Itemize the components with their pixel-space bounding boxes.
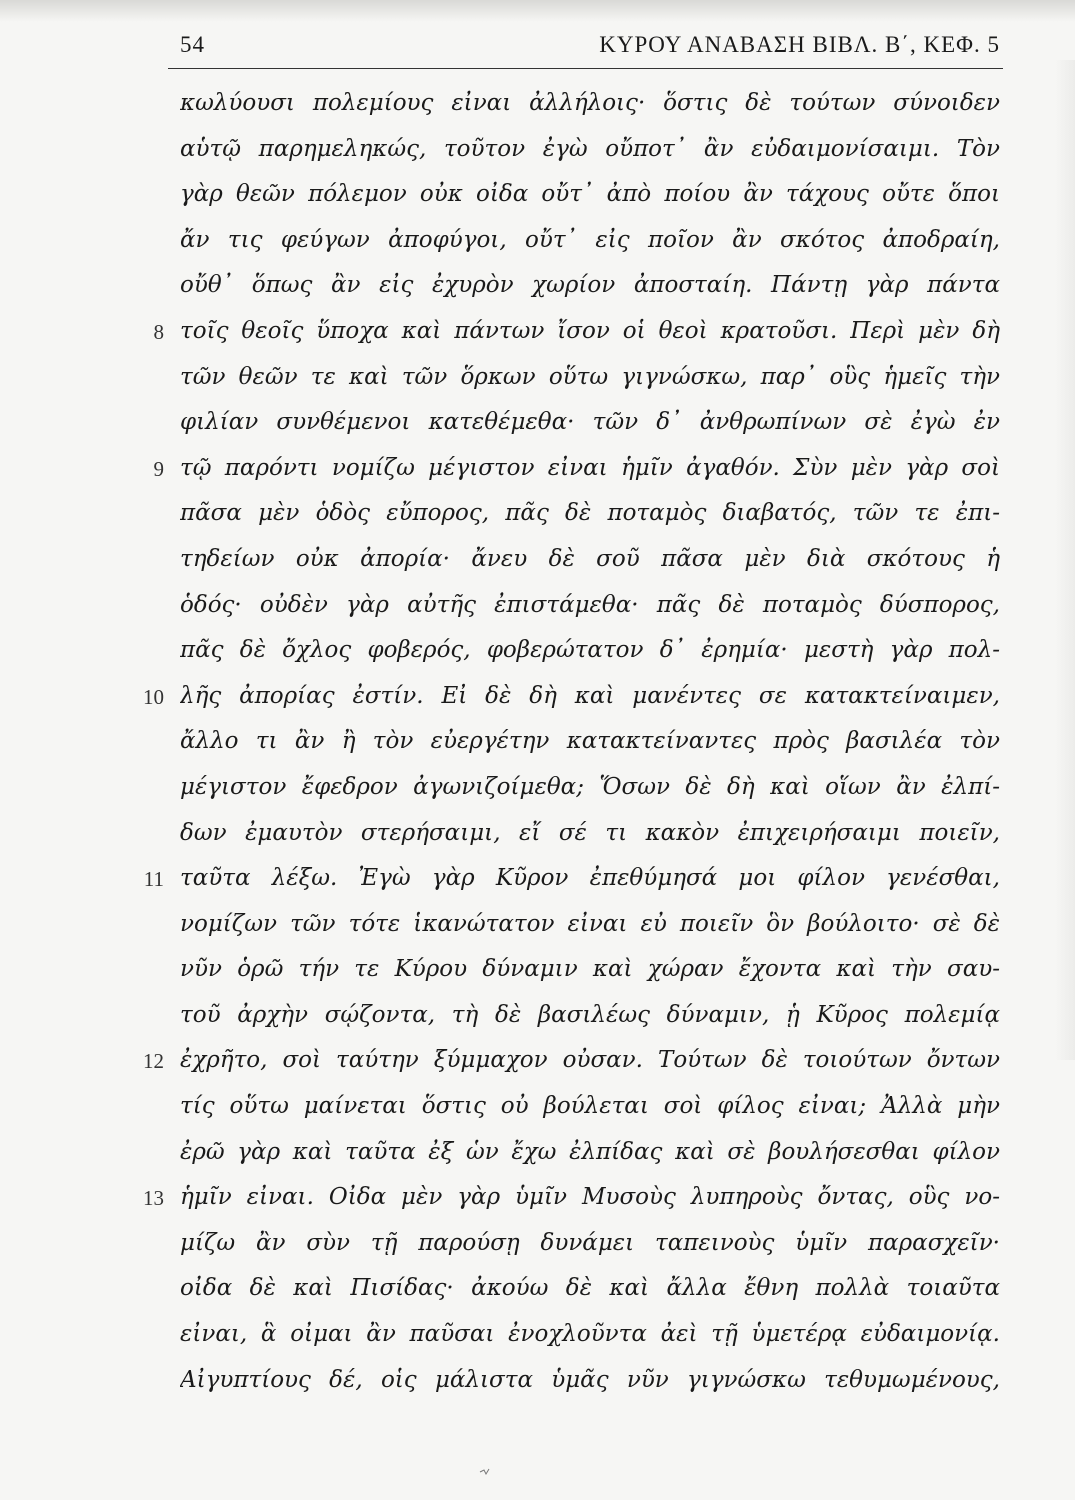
- header-rule: [168, 68, 1003, 69]
- text-line: [0, 314, 1075, 360]
- text-line: [0, 679, 1075, 725]
- text-line: [0, 1317, 1075, 1363]
- greek-text-block: [0, 86, 1075, 1408]
- text-line: [0, 1180, 1075, 1226]
- section-number: 10: [143, 684, 164, 709]
- text-line: [0, 542, 1075, 588]
- line-text: τοῦ ἀρχὴν σῴζοντα, τὴ δὲ βασιλέως δύναμιν, ᾗ Κῦρος πολεμίᾳ: [180, 1001, 1000, 1028]
- text-line: [0, 405, 1075, 451]
- line-text: πᾶς δὲ ὄχλος φοβερός, φοβερώτατον δ᾽ ἐρημία· μεστὴ γὰρ πολ-: [180, 637, 1000, 664]
- text-line: [0, 770, 1075, 816]
- line-text: τίς οὕτω μαίνεται ὅστις οὐ βούλεται σοὶ φίλος εἶναι; Ἀλλὰ μὴν: [180, 1093, 1000, 1120]
- line-text: τηδείων οὐκ ἀπορία· ἄνευ δὲ σοῦ πᾶσα μὲν διὰ σκότους ἡ: [180, 545, 1000, 572]
- paper-speck: [476, 1462, 494, 1480]
- line-text: Αἰγυπτίους δέ, οἷς μάλιστα ὑμᾶς νῦν γιγνώσκω τεθυμωμένους,: [180, 1366, 1000, 1393]
- line-text: ταῦτα λέξω. Ἐγὼ γὰρ Κῦρον ἐπεθύμησά μοι φίλον γενέσθαι,: [180, 865, 1000, 892]
- line-text: οὔθ᾽ ὅπως ἂν εἰς ἐχυρὸν χωρίον ἀποσταίη. Πάντῃ γὰρ πάντα: [180, 272, 1000, 299]
- text-line: [0, 1363, 1075, 1409]
- line-text: τῶν θεῶν τε καὶ τῶν ὅρκων οὕτω γιγνώσκω, παρ᾽ οὓς ἡμεῖς τὴν: [180, 363, 1000, 390]
- line-text: ἡμῖν εἶναι. Οἶδα μὲν γὰρ ὑμῖν Μυσοὺς λυπηροὺς ὄντας, οὓς νο-: [180, 1184, 1000, 1211]
- line-text: νῦν ὁρῶ τήν τε Κύρου δύναμιν καὶ χώραν ἔχοντα καὶ τὴν σαυ-: [180, 956, 1000, 983]
- text-line: [0, 816, 1075, 862]
- text-line: [0, 724, 1075, 770]
- text-line: [0, 86, 1075, 132]
- text-line: [0, 132, 1075, 178]
- line-text: ἐρῶ γὰρ καὶ ταῦτα ἐξ ὧν ἔχω ἐλπίδας καὶ σὲ βουλήσεσθαι φίλον: [180, 1138, 1000, 1165]
- line-text: νομίζων τῶν τότε ἱκανώτατον εἶναι εὖ ποιεῖν ὃν βούλοιτο· σὲ δὲ: [180, 910, 1000, 937]
- line-text: αὑτῷ παρημεληκώς, τοῦτον ἐγὼ οὔποτ᾽ ἂν εὐδαιμονίσαιμι. Τὸν: [180, 135, 1000, 162]
- text-line: [0, 268, 1075, 314]
- text-line: [0, 588, 1075, 634]
- text-line: [0, 177, 1075, 223]
- line-text: πᾶσα μὲν ὁδὸς εὔπορος, πᾶς δὲ ποταμὸς διαβατός, τῶν τε ἐπι-: [180, 500, 1000, 527]
- text-line: [0, 360, 1075, 406]
- page-edge-shadow: [0, 0, 1075, 22]
- line-text: τοῖς θεοῖς ὕποχα καὶ πάντων ἴσον οἱ θεοὶ κρατοῦσι. Περὶ μὲν δὴ: [180, 317, 1000, 344]
- line-text: ἄλλο τι ἂν ἢ τὸν εὐεργέτην κατακτείναντες πρὸς βασιλέα τὸν: [180, 728, 1000, 755]
- section-number: 8: [153, 319, 164, 344]
- line-text: γὰρ θεῶν πόλεμον οὐκ οἶδα οὔτ᾽ ἀπὸ ποίου ἂν τάχους οὔτε ὅποι: [180, 181, 1000, 208]
- running-title: ΚΥΡΟΥ ΑΝΑΒΑΣΗ ΒΙΒΛ. Β΄, ΚΕΦ. 5: [599, 32, 1000, 57]
- line-text: ὁδός· οὐδὲν γὰρ αὐτῆς ἐπιστάμεθα· πᾶς δὲ ποταμὸς δύσπορος,: [180, 591, 1000, 618]
- section-number: 12: [143, 1049, 164, 1074]
- line-text: τῷ παρόντι νομίζω μέγιστον εἶναι ἡμῖν ἀγαθόν. Σὺν μὲν γὰρ σοὶ: [180, 454, 1000, 481]
- line-text: οἶδα δὲ καὶ Πισίδας· ἀκούω δὲ καὶ ἄλλα ἔθνη πολλὰ τοιαῦτα: [180, 1275, 1000, 1302]
- line-text: ἄν τις φεύγων ἀποφύγοι, οὔτ᾽ εἰς ποῖον ἂν σκότος ἀποδραίη,: [180, 226, 1000, 253]
- line-text: φιλίαν συνθέμενοι κατεθέμεθα· τῶν δ᾽ ἀνθρωπίνων σὲ ἐγὼ ἐν: [180, 409, 1000, 436]
- text-line: [0, 1135, 1075, 1181]
- text-line: [0, 1271, 1075, 1317]
- line-text: ἐχρῆτο, σοὶ ταύτην ξύμμαχον οὖσαν. Τούτων δὲ τοιούτων ὄντων: [180, 1047, 1000, 1074]
- text-line: [0, 998, 1075, 1044]
- text-line: [0, 223, 1075, 269]
- running-header: [180, 32, 1000, 62]
- text-line: [0, 861, 1075, 907]
- text-line: [0, 907, 1075, 953]
- text-line: [0, 633, 1075, 679]
- line-text: εἶναι, ἃ οἶμαι ἂν παῦσαι ἐνοχλοῦντα ἀεὶ τῇ ὑμετέρᾳ εὐδαιμονίᾳ.: [180, 1321, 1000, 1348]
- text-line: [0, 451, 1075, 497]
- line-text: κωλύουσι πολεμίους εἶναι ἀλλήλοις· ὅστις δὲ τούτων σύνοιδεν: [180, 90, 1000, 116]
- line-text: μίζω ἂν σὺν τῇ παρούσῃ δυνάμει ταπεινοὺς ὑμῖν παρασχεῖν·: [180, 1229, 1000, 1256]
- text-line: [0, 1226, 1075, 1272]
- text-line: [0, 1089, 1075, 1135]
- section-number: 11: [143, 867, 164, 892]
- line-text: μέγιστον ἔφεδρον ἀγωνιζοίμεθα; Ὅσων δὲ δὴ καὶ οἵων ἂν ἐλπί-: [180, 773, 1000, 800]
- line-text: λῆς ἀπορίας ἐστίν. Εἰ δὲ δὴ καὶ μανέντες σε κατακτείναιμεν,: [180, 682, 1000, 709]
- line-text: δων ἐμαυτὸν στερήσαιμι, εἴ σέ τι κακὸν ἐπιχειρήσαιμι ποιεῖν,: [180, 819, 1000, 846]
- section-number: 9: [153, 456, 164, 481]
- text-line: [0, 1043, 1075, 1089]
- page-number: 54: [180, 32, 205, 57]
- section-number: 13: [143, 1186, 164, 1211]
- text-line: [0, 496, 1075, 542]
- text-line: [0, 952, 1075, 998]
